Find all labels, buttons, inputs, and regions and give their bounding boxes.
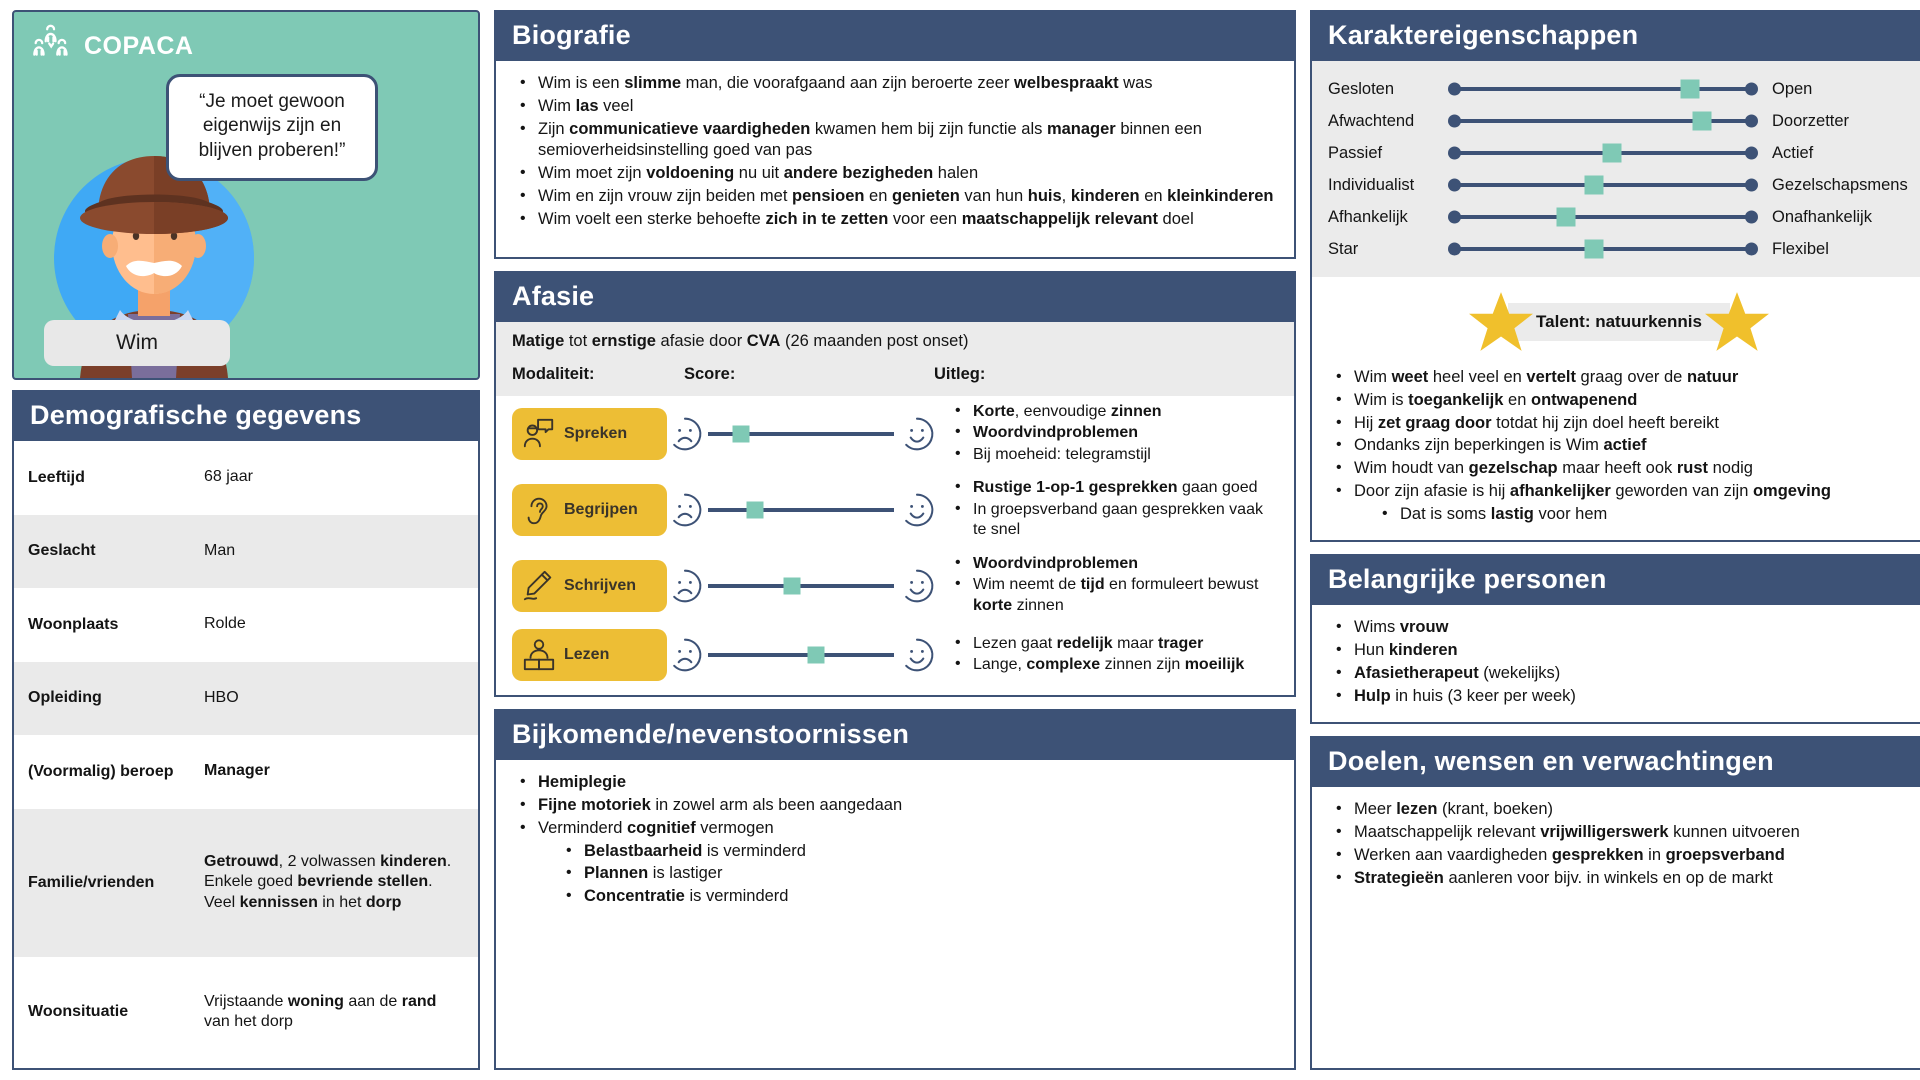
trait-endpoint-left — [1448, 243, 1461, 256]
trait-endpoint-right — [1745, 211, 1758, 224]
modality-row — [496, 623, 1294, 687]
list-item: • Wim is een slimme man, die voorafgaand aan zijn beroerte zeer welbespraakt was — [512, 73, 1278, 95]
list-item: • Concentratie is verminderd — [558, 886, 1278, 908]
trait-endpoint-left — [1448, 147, 1461, 160]
trait-slider[interactable] — [1448, 139, 1758, 167]
modality-row — [496, 396, 1294, 472]
personen-list — [1328, 617, 1910, 707]
trait-endpoint-right — [1745, 115, 1758, 128]
trait-endpoint-left — [1448, 83, 1461, 96]
nevenstoornissen-list — [512, 772, 1278, 839]
list-item: • Belastbaarheid is verminderd — [558, 841, 1278, 863]
trait-right-label: Onafhankelijk — [1772, 207, 1872, 226]
demographic-key: (Voormalig) beroep — [28, 762, 174, 780]
trait-slider-row — [1328, 73, 1910, 105]
trait-endpoint-right — [1745, 83, 1758, 96]
afasie-title: Afasie — [496, 273, 1294, 322]
trait-slider[interactable] — [1448, 107, 1758, 135]
demographic-value: Rolde — [204, 615, 246, 633]
modality-chip — [512, 629, 667, 681]
trait-endpoint-right — [1745, 179, 1758, 192]
copaca-logo — [28, 24, 193, 68]
trait-left-label: Afwachtend — [1328, 111, 1415, 130]
modality-label: Schrijven — [564, 576, 637, 594]
table-row — [14, 515, 478, 589]
list-item: • Woordvindproblemen — [947, 423, 1278, 443]
trait-knob[interactable] — [1584, 240, 1603, 259]
nevenstoornissen-title: Bijkomende/nevenstoornissen — [496, 711, 1294, 760]
trait-right-label: Open — [1772, 79, 1813, 98]
col-score: Score: — [684, 365, 736, 383]
afasie-card — [494, 271, 1296, 697]
trait-knob[interactable] — [1693, 112, 1712, 131]
list-item: • Fijne motoriek in zowel arm als been aangedaan — [512, 795, 1278, 817]
modality-explanation — [935, 554, 1278, 617]
persona-quote: “Je moet gewoon eigenwijs zijn en blijven proberen!” — [166, 74, 378, 181]
demographic-value: HBO — [190, 662, 478, 736]
modality-chip — [512, 560, 667, 612]
list-item: • Strategieën aanleren voor bijv. in winkels en op de markt — [1328, 868, 1910, 890]
modality-row — [496, 548, 1294, 623]
score-knob[interactable] — [807, 647, 824, 664]
list-item: • Wim weet heel veel en vertelt graag over de natuur — [1328, 367, 1910, 389]
col-uitleg: Uitleg: — [934, 365, 986, 383]
score-track[interactable] — [708, 508, 894, 512]
happy-face-icon — [899, 637, 935, 673]
trait-right-label: Actief — [1772, 143, 1814, 162]
list-item: • In groepsverband gaan gesprekken vaak te snel — [947, 500, 1278, 541]
score-slider[interactable] — [667, 560, 935, 612]
list-item: • Maatschappelijk relevant vrijwilligerswerk kunnen uitvoeren — [1328, 822, 1910, 844]
modality-chip — [512, 408, 667, 460]
personen-card — [1310, 554, 1920, 724]
score-track[interactable] — [708, 653, 894, 657]
demographic-key: Woonsituatie — [28, 1003, 129, 1021]
trait-left-label: Individualist — [1328, 175, 1415, 194]
doelen-list — [1328, 799, 1910, 889]
score-knob[interactable] — [733, 426, 750, 443]
demographic-key: Familie/vrienden — [14, 809, 190, 957]
trait-slider-row — [1328, 233, 1910, 265]
talent-banner — [1312, 277, 1920, 365]
modality-explanation — [935, 478, 1278, 541]
trait-knob[interactable] — [1680, 80, 1699, 99]
happy-face-icon — [899, 568, 935, 604]
list-item: • Korte, eenvoudige zinnen — [947, 402, 1278, 422]
list-item: • Wims vrouw — [1328, 617, 1910, 639]
trait-endpoint-left — [1448, 179, 1461, 192]
list-item: • Wim voelt een sterke behoefte zich in te zetten voor een maatschappelijk relevant doel — [512, 209, 1278, 231]
score-slider[interactable] — [667, 629, 935, 681]
trait-knob[interactable] — [1584, 176, 1603, 195]
trait-track — [1454, 87, 1752, 91]
copaca-logo-text: COPACA — [84, 31, 194, 60]
list-item: • Dat is soms lastig voor hem — [1374, 504, 1910, 526]
trait-track — [1454, 215, 1752, 219]
list-item: • Wim en zijn vrouw zijn beiden met pensioen en genieten van hun huis, kinderen en kleinkinderen — [512, 186, 1278, 208]
karakter-card — [1310, 10, 1920, 542]
trait-left-label: Afhankelijk — [1328, 207, 1408, 226]
list-item: • Plannen is lastiger — [558, 863, 1278, 885]
list-item: • Ondanks zijn beperkingen is Wim actief — [1328, 435, 1910, 457]
nevenstoornissen-card — [494, 709, 1296, 1070]
trait-left-label: Gesloten — [1328, 79, 1395, 98]
trait-slider[interactable] — [1448, 171, 1758, 199]
score-track[interactable] — [708, 584, 894, 588]
demographic-value: Getrouwd, 2 volwassen kinderen. Enkele goed bevriende stellen. Veel kennissen in het dorp — [190, 809, 478, 957]
score-knob[interactable] — [783, 577, 800, 594]
profile-panel — [12, 10, 480, 380]
sad-face-icon — [667, 416, 703, 452]
personen-title: Belangrijke personen — [1312, 556, 1920, 605]
list-item: • Wim las veel — [512, 96, 1278, 118]
table-row — [14, 441, 478, 515]
demographic-value: Vrijstaande woning aan de rand van het dorp — [204, 992, 437, 1031]
score-slider[interactable] — [667, 408, 935, 460]
karakter-sublist — [1374, 504, 1910, 526]
doelen-title: Doelen, wensen en verwachtingen — [1312, 738, 1920, 787]
person-reading-icon — [522, 638, 556, 672]
modality-label: Begrijpen — [564, 501, 638, 519]
list-item: • Wim houdt van gezelschap maar heeft ook rust nodig — [1328, 458, 1910, 480]
modality-chip — [512, 484, 667, 536]
trait-right-label: Gezelschapsmens — [1772, 175, 1908, 194]
karakter-title: Karaktereigenschappen — [1312, 12, 1920, 61]
trait-slider-row — [1328, 137, 1910, 169]
demographic-value: Man — [190, 515, 478, 589]
list-item: • Lange, complexe zinnen zijn moeilijk — [947, 655, 1278, 675]
trait-right-label: Doorzetter — [1772, 111, 1850, 130]
trait-endpoint-left — [1448, 115, 1461, 128]
doelen-card — [1310, 736, 1920, 1070]
demographic-value: 68 jaar — [204, 468, 253, 486]
talent-label: Talent: natuurkennis — [1508, 303, 1730, 341]
demographics-card — [12, 390, 480, 1070]
trait-slider-row — [1328, 201, 1910, 233]
list-item: • Door zijn afasie is hij afhankelijker geworden van zijn omgeving — [1328, 481, 1910, 503]
list-item: • Hemiplegie — [512, 772, 1278, 794]
list-item: • Meer lezen (krant, boeken) — [1328, 799, 1910, 821]
table-row — [14, 809, 478, 957]
list-item: • Bij moeheid: telegramstijl — [947, 445, 1278, 465]
list-item: • Zijn communicatieve vaardigheden kwamen hem bij zijn functie als manager binnen een semioverheidsinstelling goed van pas — [512, 119, 1278, 163]
table-row — [14, 957, 478, 1068]
pen-writing-icon — [522, 569, 556, 603]
star-icon — [1468, 289, 1534, 355]
karakter-trait-sliders — [1312, 61, 1920, 277]
star-icon — [1704, 289, 1770, 355]
right-column — [1310, 10, 1920, 1070]
demographic-key: Leeftijd — [28, 468, 85, 486]
trait-slider-row — [1328, 105, 1910, 137]
nevenstoornissen-sublist — [558, 841, 1278, 908]
list-item: • Verminderd cognitief vermogen — [512, 818, 1278, 840]
demographics-table — [14, 441, 478, 1068]
happy-face-icon — [899, 492, 935, 528]
demographic-value: Manager — [204, 762, 270, 780]
persona-name: Wim — [44, 320, 230, 366]
list-item: • Wim is toegankelijk en ontwapenend — [1328, 390, 1910, 412]
list-item: • Werken aan vaardigheden gesprekken in groepsverband — [1328, 845, 1910, 867]
table-row — [14, 735, 478, 809]
trait-endpoint-left — [1448, 211, 1461, 224]
list-item: • Hulp in huis (3 keer per week) — [1328, 686, 1910, 708]
karakter-list — [1328, 367, 1910, 503]
three-people-icon — [28, 24, 74, 68]
afasie-summary: Matige tot ernstige afasie door CVA (26 maanden post onset) — [496, 322, 1294, 355]
left-column — [12, 10, 480, 1070]
trait-knob[interactable] — [1556, 208, 1575, 227]
trait-right-label: Flexibel — [1772, 239, 1829, 258]
list-item: • Rustige 1-op-1 gesprekken gaan goed — [947, 478, 1278, 498]
trait-endpoint-right — [1745, 243, 1758, 256]
list-item: • Wim neemt de tijd en formuleert bewust korte zinnen — [947, 575, 1278, 616]
demographic-key: Woonplaats — [28, 615, 119, 633]
ear-icon — [522, 493, 556, 527]
person-speaking-icon — [522, 417, 556, 451]
biografie-list — [512, 73, 1278, 230]
modality-label: Lezen — [564, 646, 610, 664]
modality-label: Spreken — [564, 425, 628, 443]
trait-slider[interactable] — [1448, 235, 1758, 263]
modality-explanation — [935, 634, 1278, 677]
list-item: • Afasietherapeut (wekelijks) — [1328, 663, 1910, 685]
modality-explanation — [935, 402, 1278, 466]
trait-knob[interactable] — [1603, 144, 1622, 163]
table-row — [14, 588, 478, 662]
trait-slider-row — [1328, 169, 1910, 201]
modality-row — [496, 472, 1294, 547]
sad-face-icon — [667, 568, 703, 604]
col-modaliteit: Modaliteit: — [512, 365, 595, 383]
score-knob[interactable] — [746, 502, 763, 519]
demographics-title: Demografische gegevens — [14, 392, 478, 441]
sad-face-icon — [667, 492, 703, 528]
score-slider[interactable] — [667, 484, 935, 536]
happy-face-icon — [899, 416, 935, 452]
score-track[interactable] — [708, 432, 894, 436]
list-item: • Hij zet graag door totdat hij zijn doel heeft bereikt — [1328, 413, 1910, 435]
table-row — [14, 662, 478, 736]
sad-face-icon — [667, 637, 703, 673]
list-item: • Wim moet zijn voldoening nu uit andere bezigheden halen — [512, 163, 1278, 185]
trait-left-label: Star — [1328, 239, 1359, 258]
list-item: • Lezen gaat redelijk maar trager — [947, 634, 1278, 654]
trait-slider[interactable] — [1448, 203, 1758, 231]
biografie-card — [494, 10, 1296, 259]
list-item: • Woordvindproblemen — [947, 554, 1278, 574]
demographic-key: Opleiding — [14, 662, 190, 736]
trait-left-label: Passief — [1328, 143, 1383, 162]
trait-slider[interactable] — [1448, 75, 1758, 103]
demographic-key: Geslacht — [14, 515, 190, 589]
list-item: • Hun kinderen — [1328, 640, 1910, 662]
afasie-column-headers — [496, 355, 1294, 396]
trait-endpoint-right — [1745, 147, 1758, 160]
afasie-modality-rows — [496, 396, 1294, 695]
biografie-title: Biografie — [496, 12, 1294, 61]
middle-column — [494, 10, 1296, 1070]
